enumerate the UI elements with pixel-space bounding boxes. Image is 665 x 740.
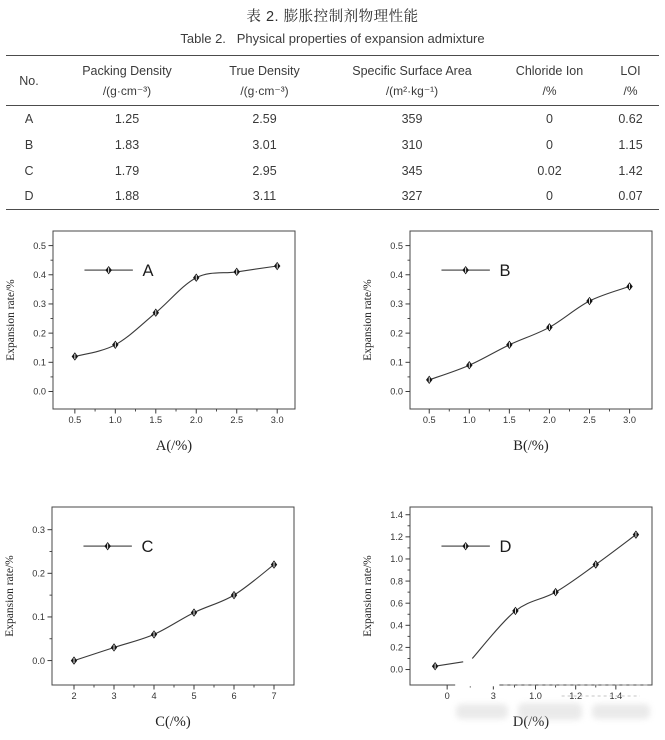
- table-cell: A: [24, 111, 34, 126]
- svg-text:0.0: 0.0: [390, 386, 403, 397]
- svg-text:0.3: 0.3: [390, 299, 403, 310]
- svg-text:0.4: 0.4: [390, 620, 403, 631]
- svg-text:0.1: 0.1: [390, 357, 403, 368]
- svg-text:1.2: 1.2: [569, 691, 583, 701]
- table-cell: 1.42: [618, 163, 643, 178]
- table-cell: 1.83: [114, 137, 140, 152]
- svg-text:2.0: 2.0: [189, 415, 203, 425]
- svg-text:B: B: [499, 262, 511, 281]
- svg-text:2.0: 2.0: [543, 415, 556, 425]
- table-row-a: [6, 106, 659, 132]
- chart-panel-b: [358, 223, 665, 463]
- table-row-b: [6, 132, 659, 158]
- svg-text:A: A: [142, 262, 154, 281]
- svg-text:6: 6: [231, 691, 237, 701]
- svg-text:0.0: 0.0: [390, 664, 403, 675]
- svg-text:0: 0: [444, 691, 450, 701]
- svg-text:D(/%): D(/%): [512, 714, 550, 730]
- column-header-packing-density: Packing Density /(g·cm⁻³): [82, 64, 172, 98]
- svg-text:0.3: 0.3: [33, 299, 46, 310]
- svg-text:1.0: 1.0: [108, 415, 122, 425]
- table-cell: 1.88: [114, 189, 140, 204]
- chart-panel-c: [0, 499, 320, 739]
- svg-text:0.4: 0.4: [33, 269, 46, 280]
- svg-text:Expansion rate/%: Expansion rate/%: [4, 555, 16, 637]
- table-cell: 1.79: [114, 163, 140, 178]
- expansion-rate-chart-a: [1, 223, 321, 463]
- column-header-specific-surface-area: Specific Surface Area /(m²·kg⁻¹): [352, 64, 472, 98]
- table-header: [6, 56, 659, 106]
- svg-text:3.0: 3.0: [623, 415, 636, 425]
- svg-text:1.5: 1.5: [149, 415, 163, 425]
- table-cell: 2.59: [252, 111, 277, 126]
- svg-text:3: 3: [111, 691, 117, 701]
- table-cell: 327: [401, 189, 423, 204]
- table-cell: 0: [546, 111, 553, 126]
- svg-text:1.5: 1.5: [502, 415, 516, 425]
- svg-text:0.1: 0.1: [32, 612, 45, 623]
- svg-text:0.6: 0.6: [390, 598, 403, 609]
- chart-panel-d: [358, 499, 665, 739]
- table-cell: D: [24, 189, 34, 204]
- svg-text:7: 7: [271, 691, 277, 701]
- table-row-d: [6, 184, 659, 210]
- svg-text:0.0: 0.0: [33, 386, 46, 397]
- table-title-chinese: 表 2. 膨胀控制剂物理性能: [246, 9, 419, 25]
- expansion-rate-chart-b: [358, 223, 665, 463]
- table-cell: 2.95: [252, 163, 277, 178]
- svg-text:0.5: 0.5: [390, 240, 403, 251]
- table-cell: 1.25: [114, 111, 140, 126]
- svg-text:0.2: 0.2: [390, 642, 403, 653]
- column-header-chloride-ion: Chloride Ion /%: [515, 64, 584, 98]
- table-cell: 1.15: [618, 137, 643, 152]
- svg-text:1.0: 1.0: [462, 415, 476, 425]
- svg-text:3.0: 3.0: [270, 415, 284, 425]
- table-cell: 0: [546, 137, 553, 152]
- expansion-rate-chart-c: [0, 499, 320, 739]
- table-cell: 3.11: [252, 189, 277, 204]
- svg-text:B(/%): B(/%): [513, 438, 549, 454]
- chart-panel-a: [1, 223, 321, 463]
- svg-text:0.2: 0.2: [32, 568, 45, 579]
- svg-text:Expansion rate/%: Expansion rate/%: [362, 279, 374, 361]
- table-cell: 310: [401, 137, 423, 152]
- table-cell: 0.07: [618, 189, 643, 204]
- svg-text:1.0: 1.0: [390, 554, 403, 565]
- physical-properties-table: [6, 55, 659, 210]
- svg-text:2.5: 2.5: [230, 415, 244, 425]
- svg-text:C(/%): C(/%): [155, 714, 191, 730]
- svg-text:0.5: 0.5: [33, 240, 46, 251]
- svg-text:0.5: 0.5: [68, 415, 82, 425]
- svg-text:2: 2: [71, 691, 77, 701]
- table-cell: 0.02: [537, 163, 562, 178]
- table-cell: 359: [401, 111, 423, 126]
- svg-text:Expansion rate/%: Expansion rate/%: [5, 279, 17, 361]
- svg-text:0.8: 0.8: [390, 576, 403, 587]
- svg-text:0.1: 0.1: [33, 357, 46, 368]
- svg-text:1.2: 1.2: [390, 532, 403, 543]
- svg-text:C: C: [141, 538, 154, 557]
- svg-text:1.0: 1.0: [529, 691, 542, 701]
- table-row-c: [6, 158, 659, 184]
- svg-text:0.3: 0.3: [32, 524, 45, 535]
- svg-text:1.4: 1.4: [609, 691, 623, 701]
- table-cell: 0: [546, 189, 553, 204]
- svg-text:D: D: [499, 538, 512, 557]
- expansion-rate-chart-d: [358, 499, 665, 739]
- svg-text:0.2: 0.2: [33, 328, 46, 339]
- column-header-loi: LOI /%: [620, 64, 641, 98]
- table-cell: 345: [401, 163, 423, 178]
- svg-text:Expansion rate/%: Expansion rate/%: [362, 555, 374, 637]
- table-title-english: Table 2. Physical properties of expansion admixture: [180, 31, 485, 46]
- svg-text:3: 3: [490, 691, 496, 701]
- table-cell: C: [24, 163, 34, 178]
- table-cell: B: [24, 137, 34, 152]
- svg-text:0.2: 0.2: [390, 328, 403, 339]
- svg-text:5: 5: [191, 691, 197, 701]
- svg-text:2.5: 2.5: [583, 415, 596, 425]
- svg-text:1.4: 1.4: [390, 509, 403, 520]
- table-cell: 0.62: [618, 111, 643, 126]
- svg-text:0.4: 0.4: [390, 269, 403, 280]
- svg-text:A(/%): A(/%): [155, 438, 193, 454]
- column-header-true-density: True Density /(g·cm⁻³): [229, 64, 300, 98]
- table-cell: 3.01: [252, 137, 277, 152]
- svg-text:0.0: 0.0: [32, 655, 45, 666]
- svg-text:0.5: 0.5: [422, 415, 436, 425]
- svg-text:4: 4: [151, 691, 157, 701]
- column-header-no: No.: [19, 74, 39, 88]
